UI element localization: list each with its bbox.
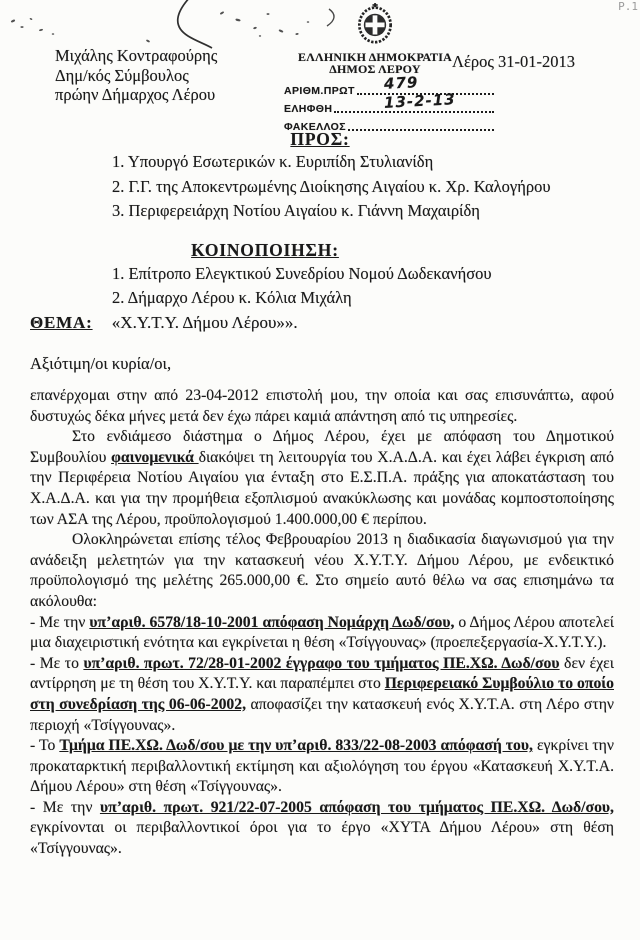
municipality-name: ΔΗΜΟΣ ΛΕΡΟΥ xyxy=(329,62,421,76)
recipient-item: 3. Περιφερειάρχη Νοτίου Αιγαίου κ. Γιάννη Μαχαιρίδη xyxy=(112,201,480,220)
sender-name: Μιχάλης Κοντραφούρης xyxy=(55,46,218,65)
subject-label: ΘΕΜΑ: xyxy=(30,313,93,332)
body-list-item: - Με το υπ’αριθ. πρωτ. 72/28-01-2002 έγγραφο του τμήματος ΠΕ.ΧΩ. Δωδ/σου δεν έχει αντίρρηση με τη θέση του Χ.Υ.Τ.Υ. και παραπέμπει στο Περιφερειακό Συμβούλιο το οποίο στη συνεδρίαση της 06-06-2002, αποφασίζει την κατασκευή ενός Χ.Υ.Τ.Α. στη Λέρο στην περιοχή «Τσίγγουνας». xyxy=(30,654,614,734)
place-date: Λέρος 31-01-2013 xyxy=(452,52,576,71)
greek-national-emblem-icon xyxy=(355,2,395,46)
body-list-item: - Με την υπ’αριθ. 6578/18-10-2001 απόφαση Νομάρχη Δωδ/σου, ο Δήμος Λέρου αποτελεί μια διαχειριστική ενότητα και εγκρίνεται η θέση «Τσίγγουνας» (προεπεξεργασία-Χ.Υ.Τ.Υ.). xyxy=(30,613,615,652)
stamp-field-label: ΦΑΚΕΛΛΟΣ xyxy=(284,121,346,133)
cc-item: 1. Επίτροπο Ελεγκτικού Συνεδρίου Νομού Δωδεκανήσου xyxy=(112,264,492,283)
recipients-list xyxy=(112,150,551,224)
sender-title: Δημ/κός Σύμβουλος xyxy=(55,65,189,85)
subject-text: «Χ.Υ.Τ.Υ. Δήμου Λέρου»». xyxy=(111,313,298,332)
body-paragraph: Ολοκληρώνεται επίσης τέλος Φεβρουαρίου 2013 η διαδικασία διαγωνισμού για την ανάδειξη μελετητών για την κατασκευή νέου Χ.Υ.Τ.Υ. Δήμου Λέρου, με ενδεικτικό προϋπολογισμό της μελέτης 265.000,00 €. Στο σημείο αυτό θέλω να σας επισημάνω τα ακόλουθα: xyxy=(30,531,614,610)
stamp-field-label: ΑΡΙΘΜ.ΠΡΩΤ xyxy=(284,85,355,97)
subject-line xyxy=(30,313,298,333)
body-list-item: - Με την υπ’αριθ. πρωτ. 921/22-07-2005 απόφαση του τμήματος ΠΕ.ΧΩ. Δωδ/σου, εγκρίνονται οι περιβαλλοντικοί όροι για το έργο «ΧΥΤΑ Δήμου Λέρου» στη θέση «Τσίγγουνας». xyxy=(30,798,614,858)
cc-list xyxy=(112,262,492,310)
body-paragraph: Στο ενδιάμεσο διάστημα ο Δήμος Λέρου, έχει με απόφαση του Δημοτικού Συμβουλίου φαινομενικά διακόψει τη λειτουργία του Χ.Α.Δ.Α. και έχει λάβει έγκριση από την Περιφέρεια Νοτίου Αιγαίου για ένταξη στο Ε.Σ.Π.Α. πράξης για αποκατάσταση του Χ.Α.Δ.Α. και για την προμήθεια εξοπλισμού ανακύκλωσης και μονάδας κομποστοποίησης των ΑΣΑ της Λέρου, προϋπολογισμού 1.400.000,00 € περίπου. xyxy=(30,428,614,528)
authority-header xyxy=(286,2,464,75)
handwritten-received-date: 13-2-13 xyxy=(383,90,457,112)
protocol-stamp xyxy=(284,73,494,133)
body-list-item: - Το Τμήμα ΠΕ.ΧΩ. Δωδ/σου με την υπ’αριθ. 833/22-08-2003 απόφασή του, εγκρίνει την προκαταρκτική περιβαλλοντική εκτίμηση και αξιολόγηση του έργου «Κατασκευή Χ.Υ.Τ.Α. Δήμου Λέρου» στη θέση «Τσίγγουνας». xyxy=(30,737,614,796)
salutation: Αξιότιμη/οι κυρία/οι, xyxy=(30,354,172,373)
handwritten-protocol-number: 479 xyxy=(383,73,419,93)
recipients-heading: ΠΡΟΣ: xyxy=(290,129,350,149)
fax-page-marker: P.1 xyxy=(618,0,638,13)
recipient-item: 1. Υπουργό Εσωτερικών κ. Ευριπίδη Στυλιανίδη xyxy=(112,152,434,171)
sender-block xyxy=(55,46,217,105)
sender-former-title: πρώην Δήμαρχος Λέρου xyxy=(55,85,216,104)
stamp-field-label: ΕΛΗΦΘΗ xyxy=(284,103,333,115)
cc-item: 2. Δήμαρχο Λέρου κ. Κόλια Μιχάλη xyxy=(112,288,352,307)
recipient-item: 2. Γ.Γ. της Αποκεντρωμένης Διοίκησης Αιγαίου κ. Χρ. Καλογήρου xyxy=(112,176,551,196)
authority-name: ΕΛΛΗΝΙΚΗ ΔΗΜΟΚΡΑΤΙΑ xyxy=(298,50,452,64)
body-paragraph: επανέρχομαι στην από 23-04-2012 επιστολή μου, την οποία και σας επισυνάπτω, αφού δυστυχώς δέκα μήνες μετά δεν έχω πάρει καμιά απάντηση από τις υπηρεσίες. xyxy=(30,387,614,425)
letter-body xyxy=(30,386,614,860)
cc-heading: ΚΟΙΝΟΠΟΙΗΣΗ: xyxy=(191,240,339,260)
